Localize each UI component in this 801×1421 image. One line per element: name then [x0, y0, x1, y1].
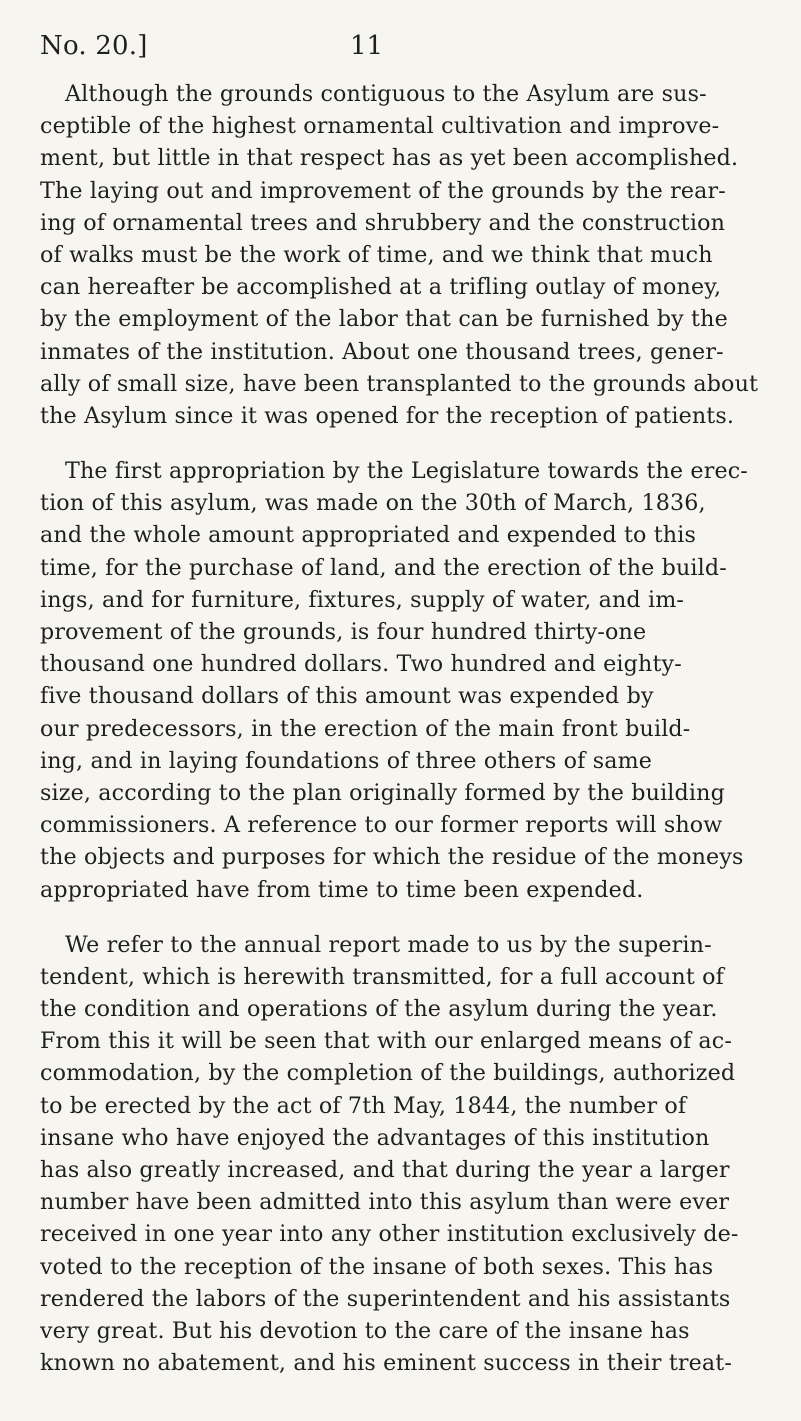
text-line: tendent, which is herewith transmitted, for a full account of: [40, 963, 724, 990]
text-line: ment, but little in that respect has as yet been accomplished.: [40, 145, 739, 172]
text-line: of walks must be the work of time, and we think that much: [40, 241, 713, 268]
text-line: known no abatement, and his eminent success in their treat-: [40, 1350, 733, 1377]
text-line: ally of small size, have been transplanted to the grounds about: [40, 370, 759, 397]
text-line: We refer to the annual report made to us by the superin-: [65, 931, 712, 958]
text-line: by the employment of the labor that can be furnished by the: [40, 306, 728, 333]
page-header: [40, 26, 740, 66]
text-line: Although the grounds contiguous to the Asylum are sus-: [65, 81, 707, 107]
text-line: the condition and operations of the asylum during the year.: [40, 996, 718, 1023]
text-line: commissioners. A reference to our former reports will show: [40, 812, 723, 839]
text-line: five thousand dollars of this amount was expended by: [40, 683, 654, 710]
text-line: size, according to the plan originally formed by the building: [40, 779, 725, 806]
text-line: tion of this asylum, was made on the 30th of March, 1836,: [40, 490, 706, 517]
text-line: to be erected by the act of 7th May, 1844, the number of: [40, 1092, 687, 1119]
text-line: rendered the labors of the superintendent and his assistants: [40, 1285, 731, 1312]
text-line: ing, and in laying foundations of three others of same: [40, 747, 653, 774]
text-line: time, for the purchase of land, and the erection of the build-: [40, 554, 727, 581]
text-line: ceptible of the highest ornamental cultivation and improve-: [40, 113, 720, 140]
text-line: From this it will be seen that with our enlarged means of ac-: [40, 1028, 733, 1055]
text-line: our predecessors, in the erection of the main front build-: [40, 715, 691, 742]
text-line: has also greatly increased, and that during the year a larger: [40, 1157, 730, 1183]
text-line: The laying out and improvement of the grounds by the rear-: [40, 177, 726, 204]
running-head: No. 20.]: [40, 31, 148, 61]
text-line: voted to the reception of the insane of both sexes. This has: [40, 1253, 714, 1280]
text-line: appropriated have from time to time been expended.: [40, 876, 644, 903]
text-line: commodation, by the completion of the buildings, authorized: [40, 1060, 736, 1087]
paragraph-grounds: [40, 78, 759, 432]
paragraph-appropriation: [40, 455, 755, 906]
text-line: and the whole amount appropriated and expended to this: [40, 522, 697, 549]
text-line: provement of the grounds, is four hundred thirty-one: [40, 619, 647, 645]
text-line: thousand one hundred dollars. Two hundred and eighty-: [40, 651, 682, 678]
text-line: insane who have enjoyed the advantages of this institution: [40, 1124, 710, 1151]
text-line: very great. But his devotion to the care of the insane has: [40, 1317, 690, 1344]
text-line: received in one year into any other institution exclusively de-: [40, 1221, 739, 1248]
paragraph-annual-report: [40, 929, 755, 1380]
body-text: [40, 78, 759, 1402]
text-line: inmates of the institution. About one thousand trees, gener-: [40, 338, 724, 365]
text-line: ings, and for furniture, fixtures, supply of water, and im-: [40, 586, 685, 613]
text-line: ing of ornamental trees and shrubbery and the construction: [40, 209, 726, 236]
text-line: the objects and purposes for which the residue of the moneys: [40, 844, 744, 871]
text-line: the Asylum since it was opened for the reception of patients.: [40, 402, 735, 429]
text-line: number have been admitted into this asylum than were ever: [40, 1189, 730, 1216]
page-number: 11: [350, 31, 384, 61]
text-line: can hereafter be accomplished at a trifling outlay of money,: [40, 274, 722, 301]
text-line: The first appropriation by the Legislature towards the erec-: [65, 458, 748, 485]
